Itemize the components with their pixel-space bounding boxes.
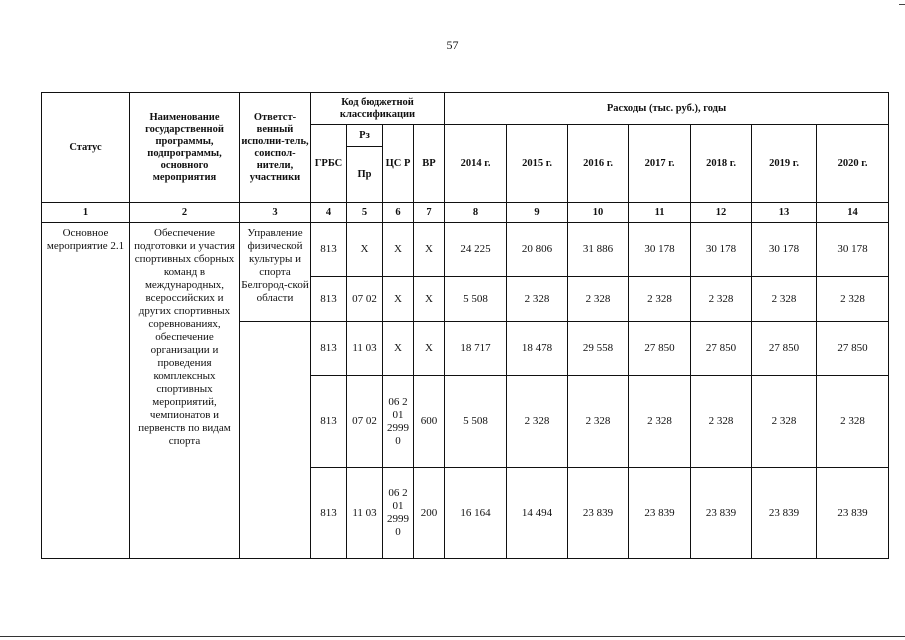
cell-value: 27 850 — [691, 322, 752, 376]
cell-csr: 06 2 01 2999 0 — [383, 468, 414, 559]
col-number: 8 — [445, 203, 507, 223]
header-row-1 — [42, 93, 889, 125]
cell-value: 14 494 — [507, 468, 568, 559]
cell-value: 5 508 — [445, 277, 507, 322]
cell-value: 2 328 — [752, 376, 817, 468]
col-number: 12 — [691, 203, 752, 223]
cell-value: 20 806 — [507, 223, 568, 277]
header-budget-code: Код бюджетной классификации — [311, 93, 445, 125]
cell-value: 2 328 — [691, 376, 752, 468]
header-year-2014: 2014 г. — [445, 125, 507, 203]
header-status: Статус — [42, 93, 130, 203]
header-responsible: Ответст-венный исполни-тель, соиспол-нители, участники — [240, 93, 311, 203]
cell-rzpr: 07 02 — [347, 277, 383, 322]
header-vr: ВР — [414, 125, 445, 203]
cell-value: 2 328 — [507, 376, 568, 468]
header-name: Наименование государственной программы, подпрограммы, основного мероприятия — [130, 93, 240, 203]
bottom-rule — [0, 636, 905, 637]
col-number: 4 — [311, 203, 347, 223]
header-year-2018: 2018 г. — [691, 125, 752, 203]
col-number: 14 — [817, 203, 889, 223]
cell-value: 18 717 — [445, 322, 507, 376]
col-number: 13 — [752, 203, 817, 223]
cell-vr: Х — [414, 322, 445, 376]
cell-grbs: 813 — [311, 468, 347, 559]
cell-grbs: 813 — [311, 277, 347, 322]
cell-grbs: 813 — [311, 223, 347, 277]
col-number: 10 — [568, 203, 629, 223]
cell-csr: Х — [383, 223, 414, 277]
cell-value: 2 328 — [752, 277, 817, 322]
cell-value: 2 328 — [568, 277, 629, 322]
corner-mark — [899, 4, 905, 5]
block-status: Основное мероприятие 2.1 — [42, 223, 130, 559]
cell-grbs: 813 — [311, 376, 347, 468]
header-year-2020: 2020 г. — [817, 125, 889, 203]
cell-value: 27 850 — [817, 322, 889, 376]
cell-value: 30 178 — [817, 223, 889, 277]
cell-value: 5 508 — [445, 376, 507, 468]
col-number: 2 — [130, 203, 240, 223]
cell-value: 23 839 — [629, 468, 691, 559]
cell-value: 27 850 — [752, 322, 817, 376]
header-pr: Пр — [347, 147, 383, 203]
page-number: 57 — [446, 38, 459, 52]
budget-table — [41, 92, 889, 559]
responsible-empty-cell — [240, 322, 311, 559]
col-number: 3 — [240, 203, 311, 223]
cell-value: 23 839 — [691, 468, 752, 559]
cell-value: 23 839 — [752, 468, 817, 559]
cell-value: 23 839 — [817, 468, 889, 559]
col-number: 1 — [42, 203, 130, 223]
cell-rzpr: 11 03 — [347, 322, 383, 376]
cell-csr: Х — [383, 322, 414, 376]
cell-value: 29 558 — [568, 322, 629, 376]
cell-value: 24 225 — [445, 223, 507, 277]
cell-value: 2 328 — [568, 376, 629, 468]
col-number: 7 — [414, 203, 445, 223]
cell-rzpr: 11 03 — [347, 468, 383, 559]
block-name: Обеспечение подготовки и участия спортивных сборных команд в международных, всероссийских и других спортивных соревнованиях, обеспечение организации и проведения комплексных спортивных мероприятий, чемпионатов и первенств по видам спорта — [130, 223, 240, 559]
header-expenses: Расходы (тыс. руб.), годы — [445, 93, 889, 125]
cell-value: 27 850 — [629, 322, 691, 376]
cell-rzpr: 07 02 — [347, 376, 383, 468]
cell-value: 16 164 — [445, 468, 507, 559]
table-row — [42, 223, 889, 277]
col-number: 11 — [629, 203, 691, 223]
header-csr: ЦС Р — [383, 125, 414, 203]
cell-vr: Х — [414, 277, 445, 322]
cell-value: 31 886 — [568, 223, 629, 277]
cell-rzpr: Х — [347, 223, 383, 277]
cell-vr: 200 — [414, 468, 445, 559]
header-year-2016: 2016 г. — [568, 125, 629, 203]
header-rz: Рз — [347, 125, 383, 147]
header-year-2017: 2017 г. — [629, 125, 691, 203]
cell-value: 23 839 — [568, 468, 629, 559]
cell-value: 18 478 — [507, 322, 568, 376]
cell-vr: Х — [414, 223, 445, 277]
block-responsible: Управление физической культуры и спорта Белгород-ской области — [240, 223, 311, 322]
cell-vr: 600 — [414, 376, 445, 468]
cell-csr: 06 2 01 2999 0 — [383, 376, 414, 468]
header-year-2015: 2015 г. — [507, 125, 568, 203]
col-number: 9 — [507, 203, 568, 223]
cell-value: 2 328 — [629, 376, 691, 468]
cell-value: 30 178 — [629, 223, 691, 277]
cell-csr: Х — [383, 277, 414, 322]
col-number: 5 — [347, 203, 383, 223]
cell-value: 2 328 — [691, 277, 752, 322]
cell-value: 2 328 — [629, 277, 691, 322]
cell-value: 2 328 — [817, 277, 889, 322]
header-year-2019: 2019 г. — [752, 125, 817, 203]
cell-value: 2 328 — [507, 277, 568, 322]
header-grbs: ГРБС — [311, 125, 347, 203]
column-number-row — [42, 203, 889, 223]
cell-value: 30 178 — [691, 223, 752, 277]
cell-value: 30 178 — [752, 223, 817, 277]
cell-grbs: 813 — [311, 322, 347, 376]
col-number: 6 — [383, 203, 414, 223]
cell-value: 2 328 — [817, 376, 889, 468]
